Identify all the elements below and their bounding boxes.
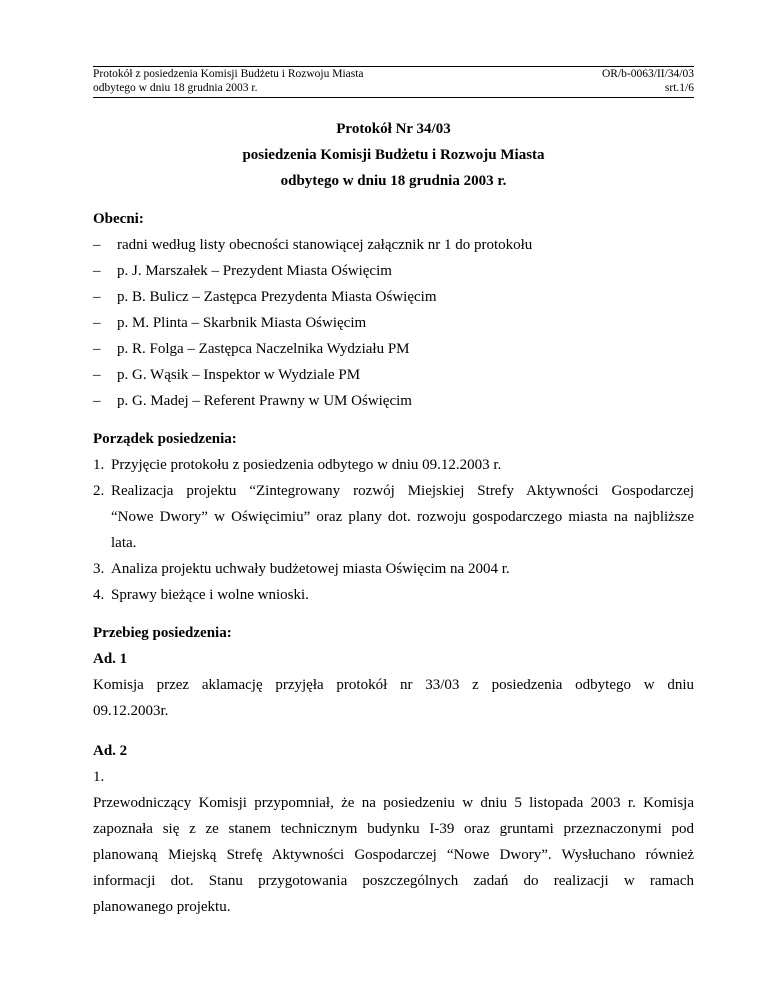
ad2-text-line: planowanego projektu.: [93, 899, 231, 915]
attendee-item: [93, 340, 410, 358]
agenda-item-number: [93, 482, 111, 500]
agenda-text: Sprawy bieżące i wolne wnioski.: [111, 587, 309, 603]
agenda-item: [93, 586, 309, 604]
dash-bullet: –: [93, 367, 101, 383]
agenda-text-line: lata.: [111, 535, 137, 551]
dash-bullet: –: [93, 341, 101, 357]
ad1-heading: Ad. 1: [93, 651, 128, 667]
attendee-item: [93, 262, 392, 280]
agenda-number: 4.: [93, 587, 105, 603]
ad2-point-number: 1.: [93, 769, 105, 785]
agenda-text-line: Realizacja projektu “Zintegrowany rozwój Miejskiej Strefy Aktywności Gospodarczej: [111, 483, 694, 499]
agenda-text: Przyjęcie protokołu z posiedzenia odbytego w dniu 09.12.2003 r.: [111, 457, 502, 473]
ad2-heading: Ad. 2: [93, 743, 128, 759]
header-date: odbytego w dniu 18 grudnia 2003 r.: [93, 82, 258, 94]
attendee-text: radni według listy obecności stanowiącej załącznik nr 1 do protokołu: [117, 237, 533, 253]
agenda-number: 1.: [93, 457, 105, 473]
attendee-text: p. G. Wąsik – Inspektor w Wydziale PM: [117, 367, 361, 383]
agenda-item: [93, 456, 501, 474]
attendee-text: p. J. Marszałek – Prezydent Miasta Oświęcim: [117, 263, 392, 279]
agenda-text-line: “Nowe Dwory” w Oświęcimiu” oraz plany dot. rozwoju gospodarczego miasta na najbliższe: [111, 509, 694, 525]
agenda-number: 2.: [93, 483, 105, 499]
agenda-text: Analiza projektu uchwały budżetowej miasta Oświęcim na 2004 r.: [111, 561, 510, 577]
attendee-text: p. M. Plinta – Skarbnik Miasta Oświęcim: [117, 315, 367, 331]
attendee-item: [93, 288, 437, 306]
dash-bullet: –: [93, 263, 101, 279]
page-number: srt.1/6: [664, 82, 694, 94]
dash-bullet: –: [93, 289, 101, 305]
attendee-text: p. G. Madej – Referent Prawny w UM Oświęcim: [117, 393, 412, 409]
protocol-number: Protokół Nr 34/03: [336, 121, 451, 137]
document-reference: OR/b-0063/II/34/03: [602, 68, 694, 80]
proceedings-heading: Przebieg posiedzenia:: [93, 625, 232, 641]
ad1-text-line: Komisja przez aklamację przyjęła protokół nr 33/03 z posiedzenia odbytego w dniu: [93, 677, 694, 693]
attendee-item: [93, 236, 532, 254]
protocol-date: odbytego w dniu 18 grudnia 2003 r.: [280, 173, 507, 189]
attendee-text: p. R. Folga – Zastępca Naczelnika Wydziału PM: [117, 341, 410, 357]
ad1-text-line: 09.12.2003r.: [93, 703, 169, 719]
ad2-text-line: planowaną Miejską Strefę Aktywności Gospodarczej “Nowe Dwory”. Wysłuchano również: [93, 847, 694, 863]
dash-bullet: –: [93, 237, 101, 253]
agenda-heading: Porządek posiedzenia:: [93, 431, 237, 447]
ad2-text-line: informacji dot. Stanu przygotowania poszczególnych zadań do realizacji w ramach: [93, 873, 694, 889]
dash-bullet: –: [93, 315, 101, 331]
protocol-subtitle: posiedzenia Komisji Budżetu i Rozwoju Miasta: [242, 147, 545, 163]
attendees-heading: Obecni:: [93, 211, 144, 227]
header-left: [93, 67, 364, 95]
attendee-item: [93, 392, 412, 410]
agenda-number: 3.: [93, 561, 105, 577]
ad2-text-line: zapoznała się z ze stanem technicznym budynku I-39 oraz gruntami przeznaczonymi pod: [93, 821, 694, 837]
header-title: Protokół z posiedzenia Komisji Budżetu i Rozwoju Miasta: [93, 68, 364, 80]
ad2-text-line: Przewodniczący Komisji przypomniał, że na posiedzeniu w dniu 5 listopada 2003 r. Komisja: [93, 795, 694, 811]
dash-bullet: –: [93, 393, 101, 409]
page-header: [93, 66, 694, 98]
header-right: [602, 67, 694, 95]
agenda-item: [93, 560, 510, 578]
attendee-item: [93, 366, 360, 384]
attendee-text: p. B. Bulicz – Zastępca Prezydenta Miasta Oświęcim: [117, 289, 437, 305]
attendee-item: [93, 314, 366, 332]
